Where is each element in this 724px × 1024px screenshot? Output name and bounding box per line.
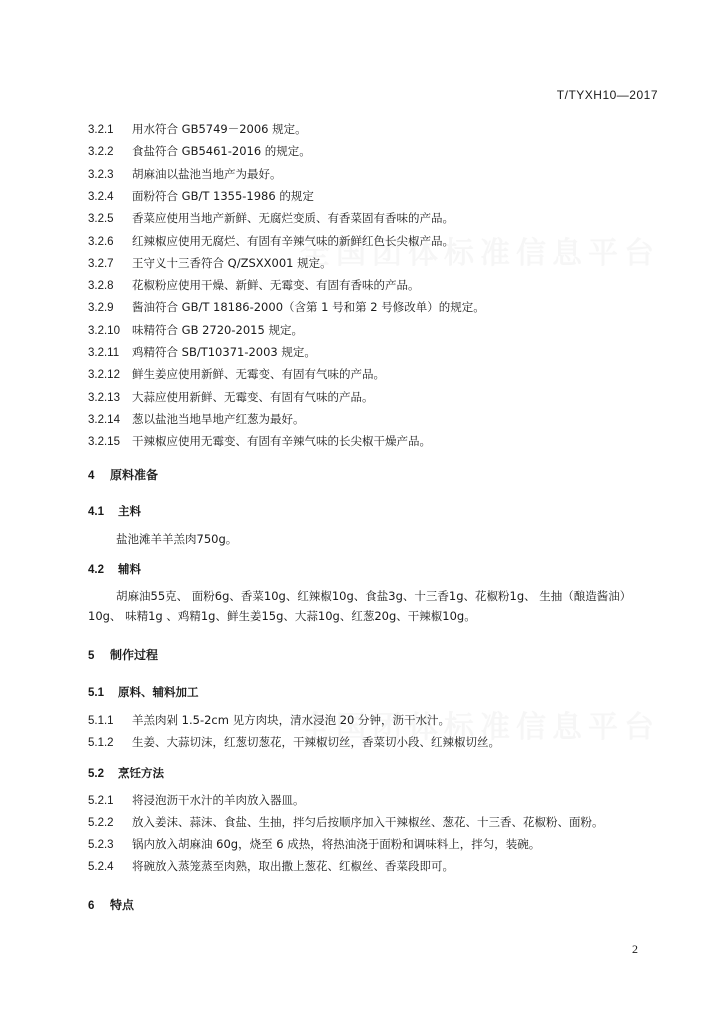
clause-item (88, 233, 454, 249)
clause-text: 锅内放入胡麻油 60g，烧至 6 成热，将热油浇于面粉和调味料上，拌匀，装碗。 (132, 837, 541, 851)
clause-text: 羊羔肉剁 1.5-2cm 见方肉块，清水浸泡 20 分钟，沥干水汁。 (132, 713, 451, 727)
clause-text: 王守义十三香符合 Q/ZSXX001 规定。 (132, 255, 332, 270)
clause-text: 葱以盐池当地旱地产红葱为最好。 (132, 411, 305, 426)
clause-item (88, 366, 385, 382)
clause-item (88, 322, 303, 338)
clause-item (88, 255, 332, 271)
section-heading (88, 466, 158, 483)
page-number: 2 (632, 942, 638, 956)
section-number: 4 (88, 470, 95, 482)
document-code: T/TYXH10—2017 (556, 88, 658, 102)
clause-number: 5.1.1 (88, 715, 114, 727)
clause-number: 3.2.13 (88, 391, 120, 404)
clause-text: 红辣椒应使用无腐烂、有固有辛辣气味的新鲜红色长尖椒产品。 (132, 233, 454, 248)
clause-number: 5.2.3 (88, 839, 114, 851)
section-heading (88, 896, 134, 913)
clause-number: 3.2.6 (88, 235, 114, 248)
subsection-heading (88, 561, 141, 577)
clause-number: 5.2.2 (88, 817, 114, 829)
clause-item (88, 792, 305, 808)
clause-text: 鲜生姜应使用新鲜、无霉变、有固有气味的产品。 (132, 367, 385, 382)
clause-text: 面粉符合 GB/T 1355-1986 的规定 (132, 188, 314, 203)
clause-text: 花椒粉应使用干燥、新鲜、无霉变、有固有香味的产品。 (132, 278, 420, 293)
clause-text: 将碗放入蒸笼蒸至肉熟，取出撒上葱花、红椒丝、香菜段即可。 (132, 859, 454, 873)
clause-item (88, 389, 374, 405)
subsection-title: 烹饪方法 (118, 766, 164, 780)
clause-number: 3.2.9 (88, 302, 114, 315)
clause-text: 将浸泡沥干水汁的羊肉放入器皿。 (132, 793, 305, 807)
clause-text: 大蒜应使用新鲜、无霉变、有固有气味的产品。 (132, 389, 374, 404)
clause-number: 3.2.4 (88, 190, 114, 203)
section-title: 制作过程 (110, 648, 159, 662)
subsection-number: 4.1 (88, 506, 104, 518)
paragraph-line: 胡麻油55克、 面粉6g、香菜10g、红辣椒10g、食盐3g、十三香1g、花椒粉1g、 生抽（酿造酱油） (116, 589, 632, 603)
clause-number: 3.2.2 (88, 146, 114, 159)
section-title: 特点 (110, 898, 135, 912)
clause-text: 放入姜沫、蒜沫、食盐、生抽，拌匀后按顺序加入干辣椒丝、葱花、十三香、花椒粉、面粉。 (132, 815, 604, 829)
clause-text: 生姜、大蒜切沫，红葱切葱花，干辣椒切丝，香菜切小段、红辣椒切丝。 (132, 735, 500, 749)
subsection-title: 主料 (118, 504, 141, 518)
clause-number: 3.2.14 (88, 413, 120, 426)
clause-item (88, 433, 431, 449)
subsection-heading (88, 684, 199, 700)
clause-text: 胡麻油以盐池当地产为最好。 (132, 166, 282, 181)
clause-number: 3.2.11 (88, 347, 120, 359)
clause-number: 3.2.1 (88, 124, 114, 136)
clause-item (88, 814, 604, 830)
clause-number: 5.1.2 (88, 737, 114, 749)
section-heading (88, 646, 158, 663)
subsection-heading (88, 503, 141, 519)
section-title: 原料准备 (110, 468, 159, 482)
clause-item (88, 836, 540, 852)
clause-item (88, 712, 450, 728)
subsection-number: 4.2 (88, 564, 104, 576)
clause-number: 3.2.8 (88, 280, 114, 293)
clause-item (88, 411, 305, 427)
subsection-title: 辅料 (118, 562, 141, 576)
clause-text: 酱油符合 GB/T 18186-2000（含第 1 号和第 2 号修改单）的规定。 (132, 300, 485, 315)
clause-text: 香菜应使用当地产新鲜、无腐烂变质、有香菜固有香味的产品。 (132, 211, 454, 226)
clause-text: 味精符合 GB 2720-2015 规定。 (132, 322, 303, 337)
clause-text: 干辣椒应使用无霉变、有固有辛辣气味的长尖椒干燥产品。 (132, 434, 431, 449)
subsection-number: 5.1 (88, 687, 104, 699)
section-number: 5 (88, 650, 95, 662)
clause-text: 用水符合 GB5749－2006 规定。 (132, 122, 307, 136)
clause-item (88, 344, 316, 360)
clause-item (88, 277, 420, 293)
clause-number: 3.2.3 (88, 168, 114, 181)
subsection-title: 原料、辅料加工 (118, 685, 199, 699)
clause-item (88, 299, 485, 315)
subsection-number: 5.2 (88, 768, 104, 780)
clause-number: 3.2.7 (88, 257, 114, 270)
clause-item (88, 734, 500, 750)
clause-item (88, 210, 454, 226)
clause-number: 3.2.5 (88, 213, 114, 226)
paragraph-line: 10g、 味精1g 、鸡精1g、鲜生姜15g、大蒜10g、红葱20g、干辣椒10g。 (88, 609, 476, 623)
clause-item (88, 858, 454, 874)
clause-item (88, 188, 314, 204)
clause-number: 3.2.10 (88, 324, 120, 337)
clause-number: 5.2.1 (88, 795, 114, 807)
clause-text: 食盐符合 GB5461-2016 的规定。 (132, 144, 311, 159)
clause-number: 5.2.4 (88, 861, 114, 873)
clause-item (88, 166, 282, 182)
paragraph: 盐池滩羊羊羔肉750g。 (116, 532, 238, 546)
clause-number: 3.2.15 (88, 436, 120, 449)
subsection-heading (88, 765, 164, 781)
section-number: 6 (88, 900, 95, 912)
clause-item (88, 143, 311, 159)
clause-item (88, 121, 307, 137)
clause-number: 3.2.12 (88, 369, 120, 382)
clause-text: 鸡精符合 SB/T10371-2003 规定。 (132, 345, 316, 359)
